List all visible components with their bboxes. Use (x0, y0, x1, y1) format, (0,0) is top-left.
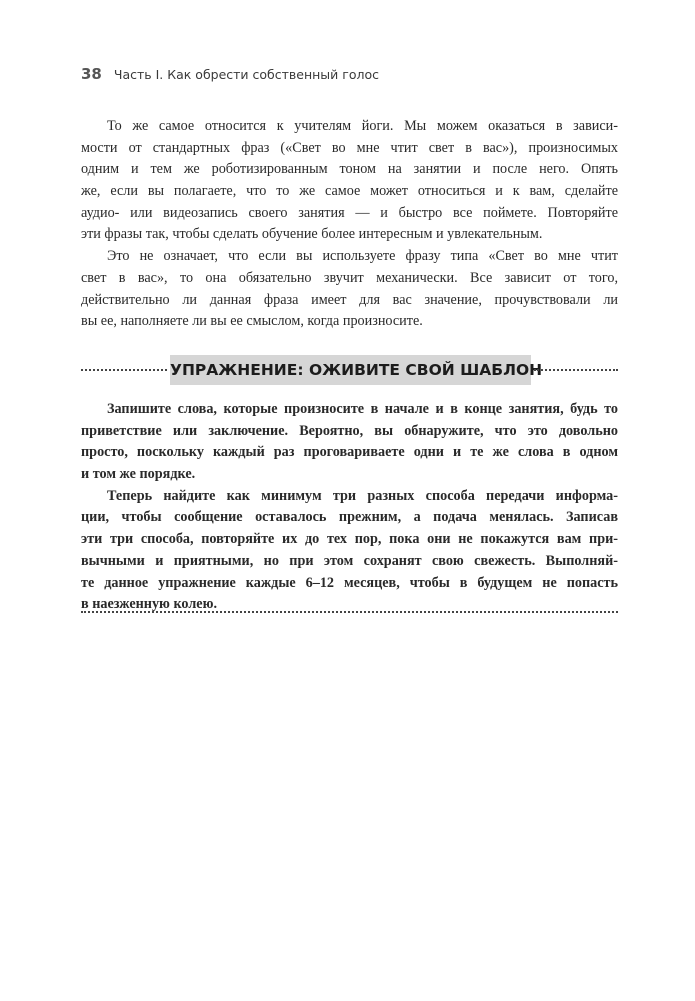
body-text (81, 116, 618, 333)
text-line: действительно ли данная фраза имеет для вас значение, прочувствовали ли (81, 291, 618, 308)
chapter-title: Часть I. Как обрести собственный голос (113, 67, 379, 82)
text-line: и том же порядке. (81, 466, 196, 483)
text-line: эти фразы так, чтобы сделать обучение более интересным и увлекательным. (81, 226, 543, 243)
text-line: просто, поскольку каждый раз проговариваете одни и те же слова в одном (81, 444, 618, 461)
dotted-rule-bottom (81, 611, 618, 613)
text-line: То же самое относится к учителям йоги. Мы можем оказаться в зависи- (107, 118, 618, 134)
exercise-text (81, 399, 618, 616)
text-line: же, если вы полагаете, что то же самое может относиться и к вам, сделайте (81, 183, 618, 200)
text-line: одним и тем же роботизированным тоном на занятии и после него. Опять (81, 161, 618, 178)
text-line: аудио- или видеозапись своего занятия — и быстро все поймете. Повторяйте (81, 204, 618, 221)
text-line: ции, чтобы сообщение оставалось прежним, а подача менялась. Записав (81, 509, 618, 526)
text-line: те данное упражнение каждые 6–12 месяцев, чтобы в будущем не попасть (81, 574, 618, 591)
text-line: свет в вас», то она обязательно звучит механически. Все зависит от того, (81, 269, 618, 286)
running-header (81, 64, 379, 83)
text-line: Запишите слова, которые произносите в начале и в конце занятия, будь то (107, 401, 618, 417)
dotted-rule-right (534, 369, 618, 371)
text-line: в наезженную колею. (81, 596, 217, 613)
text-line: Теперь найдите как минимум три разных способа передачи информа- (107, 487, 618, 504)
dotted-rule-left (81, 369, 167, 371)
text-line: Это не означает, что если вы используете фразу типа «Свет во мне чтит (107, 248, 618, 265)
text-line: вычными и приятными, но при этом сохранят свою свежесть. Выполняй- (81, 552, 618, 569)
text-line: мости от стандартных фраз («Свет во мне чтит свет в вас»), произносимых (81, 139, 618, 156)
text-line: вы ее, наполняете ли вы ее смыслом, когда произносите. (81, 313, 423, 330)
page-number: 38 (81, 65, 102, 83)
text-line: эти три способа, повторяйте их до тех пор, пока они не покажутся вам при- (81, 531, 618, 548)
text-line: приветствие или заключение. Вероятно, вы обнаружите, что это довольно (81, 422, 618, 439)
exercise-heading: УПРАЖНЕНИЕ: ОЖИВИТЕ СВОЙ ШАБЛОН (170, 355, 531, 385)
